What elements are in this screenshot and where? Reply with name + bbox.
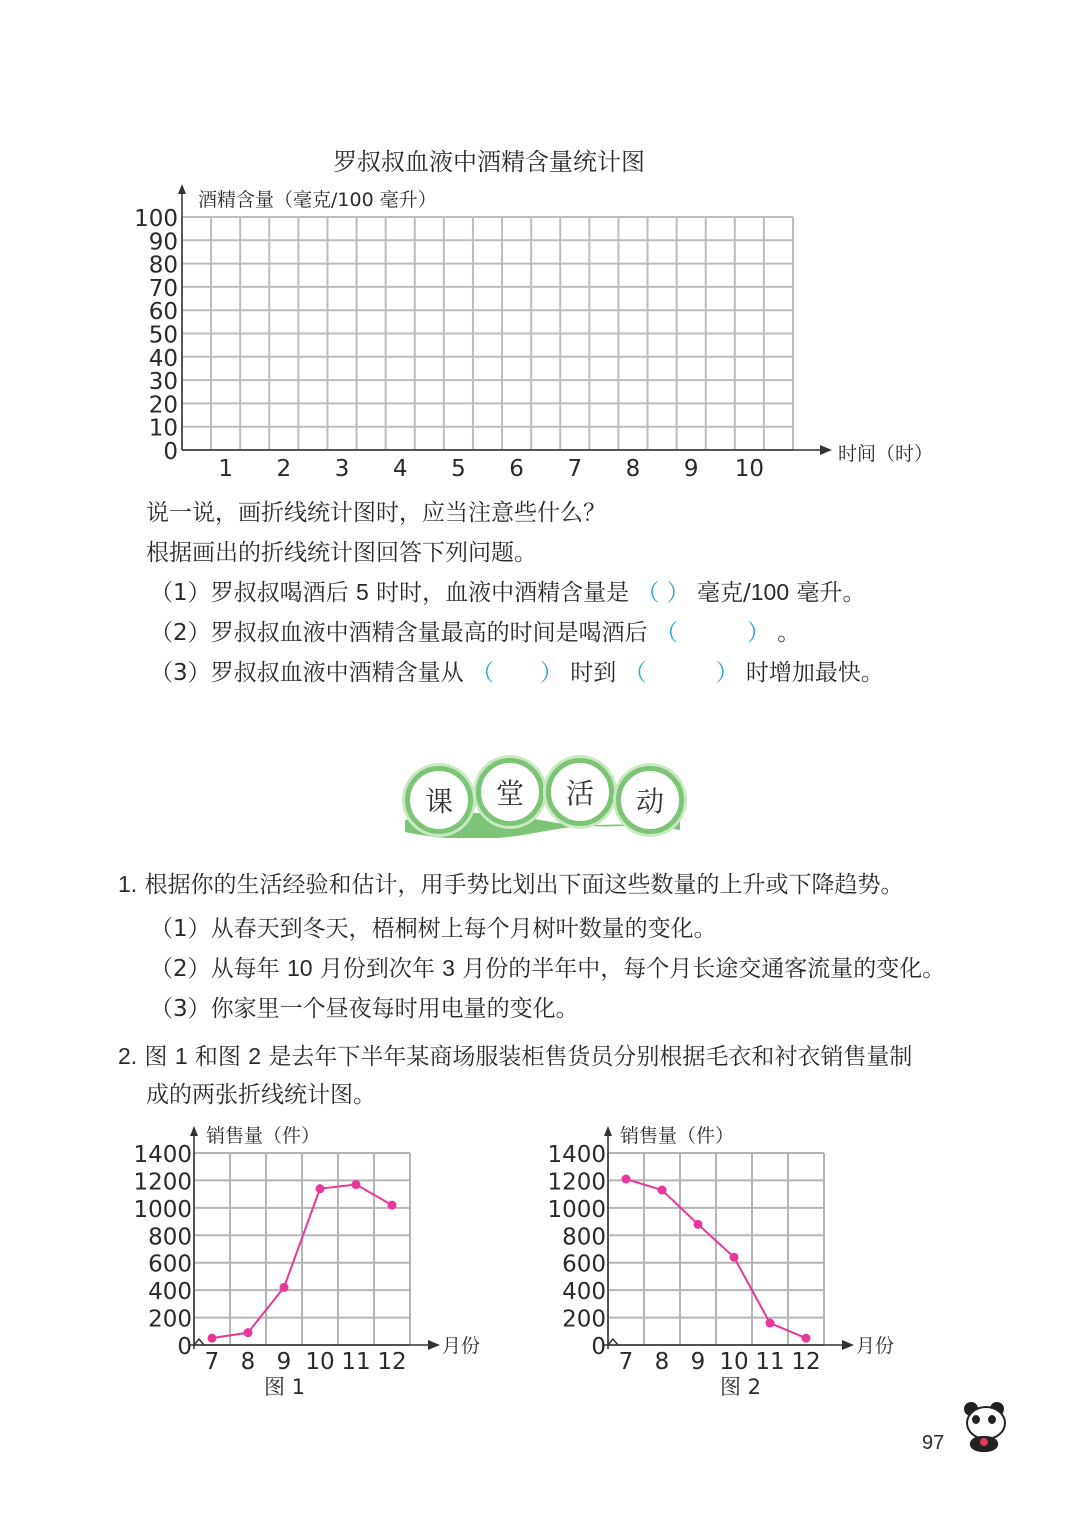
task-number: 2. (118, 1043, 138, 1069)
x-axis-arrow (820, 445, 832, 455)
data-point (658, 1186, 667, 1195)
x-tick-label: 7 (618, 1349, 634, 1375)
y-tick-label: 40 (148, 345, 178, 372)
q-text: 月份的半年中，每个月长途交通客流量的变化。 (462, 956, 946, 982)
task-number: 1. (118, 871, 138, 897)
banner-char-3: 活 (546, 758, 614, 826)
y-axis-label: 酒精含量（毫克/100 毫升） (198, 189, 437, 211)
q-number: （2） (150, 620, 211, 646)
banner-char-2: 堂 (476, 758, 544, 826)
data-point (352, 1180, 361, 1189)
instruction-text: 根据画出的折线统计图回答下列问题。 (146, 540, 537, 566)
x-tick-label: 8 (625, 456, 641, 482)
y-tick-label: 0 (177, 1334, 192, 1360)
x-tick-label: 12 (377, 1349, 407, 1375)
q-num: 3 (442, 955, 455, 981)
answer-blank[interactable]: （ ） (654, 620, 770, 646)
task-1-item-1 (150, 910, 717, 943)
y-tick-label: 90 (148, 229, 178, 256)
y-tick-label: 80 (148, 252, 178, 279)
x-tick-label: 4 (392, 456, 408, 482)
task-text: 和图 (194, 1044, 241, 1070)
x-tick-label: 5 (451, 456, 466, 482)
task-1 (118, 866, 904, 899)
activity-banner (400, 758, 685, 838)
x-tick-label: 7 (567, 456, 583, 482)
task-1-item-3 (150, 990, 579, 1023)
x-axis-label: 月份 (442, 1335, 481, 1357)
y-tick-label: 1000 (133, 1196, 192, 1223)
y-axis-arrow (190, 1126, 198, 1136)
q-text: 从每年 (210, 956, 280, 982)
x-tick-label: 11 (755, 1349, 785, 1375)
task-num: 1 (174, 1043, 188, 1069)
y-tick-label: 0 (591, 1334, 606, 1360)
y-tick-label: 100 (134, 206, 178, 232)
page-number: 97 (922, 1432, 945, 1454)
x-tick-label: 10 (719, 1349, 749, 1375)
q-number: （3） (150, 996, 211, 1022)
data-point (802, 1334, 811, 1343)
data-point (730, 1253, 739, 1262)
task-text: 图 (144, 1044, 168, 1070)
x-tick-label: 6 (509, 456, 524, 482)
y-axis-arrow (178, 184, 186, 194)
y-tick-label: 200 (148, 1306, 192, 1333)
x-axis-arrow (428, 1340, 440, 1350)
x-axis-label: 时间（时） (838, 443, 934, 465)
data-point (280, 1283, 289, 1292)
chart-caption: 图 2 (720, 1375, 762, 1399)
y-tick-label: 1400 (547, 1142, 606, 1168)
data-point (244, 1328, 253, 1337)
data-point (694, 1220, 703, 1229)
shirt-sales-chart (544, 1118, 924, 1408)
data-point (208, 1334, 217, 1343)
data-point (622, 1175, 631, 1184)
y-tick-label: 800 (148, 1224, 192, 1251)
q-text: 罗叔叔喝酒后 (210, 580, 349, 606)
y-tick-label: 400 (148, 1279, 192, 1306)
y-tick-label: 800 (562, 1224, 606, 1251)
y-tick-label: 0 (163, 439, 178, 465)
y-tick-label: 30 (148, 369, 178, 396)
y-tick-label: 600 (148, 1251, 192, 1278)
q-text: 毫克/ (697, 580, 751, 606)
data-point (316, 1184, 325, 1193)
q-text: 。 (777, 620, 801, 646)
y-tick-label: 600 (562, 1251, 606, 1278)
answer-blank[interactable]: （ ） (470, 660, 563, 686)
q-number: （2） (150, 956, 211, 982)
banner-char-1: 课 (405, 766, 473, 834)
question-1 (150, 574, 865, 607)
x-tick-label: 11 (341, 1349, 371, 1375)
sweater-sales-chart (130, 1118, 510, 1408)
q-number: （1） (150, 580, 211, 606)
q-number: （3） (150, 660, 211, 686)
y-axis-label: 销售量（件） (620, 1125, 735, 1147)
q-text: 你家里一个昼夜每时用电量的变化。 (210, 996, 579, 1022)
q-number: （1） (150, 916, 211, 942)
x-tick-label: 7 (204, 1349, 220, 1375)
x-tick-label: 10 (305, 1349, 335, 1375)
task-text: 根据你的生活经验和估计，用手势比划出下面这些数量的上升或下降趋势。 (144, 872, 904, 898)
y-tick-label: 1000 (547, 1196, 606, 1223)
y-axis-arrow (604, 1126, 612, 1136)
q-text: 时时，血液中酒精含量是 (376, 580, 630, 606)
q-num: 10 (286, 955, 313, 981)
x-tick-label: 3 (334, 456, 350, 482)
x-tick-label: 9 (683, 456, 699, 482)
question-2 (150, 614, 800, 647)
y-tick-label: 60 (148, 299, 178, 326)
y-tick-label: 1200 (547, 1169, 606, 1196)
banner-char-4: 动 (616, 766, 684, 834)
x-tick-label: 2 (276, 456, 292, 482)
task-num: 2 (248, 1043, 262, 1069)
y-tick-label: 1400 (133, 1142, 192, 1168)
q-num: 100 (750, 579, 790, 605)
x-tick-label: 9 (276, 1349, 292, 1375)
chart-title: 罗叔叔血液中酒精含量统计图 (333, 148, 645, 176)
task-1-item-2 (150, 950, 945, 983)
x-tick-label: 12 (791, 1349, 821, 1375)
task-text: 是去年下半年某商场服装柜售货员分别根据毛衣和衬衣销售量制 (268, 1044, 913, 1070)
q-text: 时到 (570, 660, 617, 686)
task-2 (118, 1038, 912, 1071)
q-text: 罗叔叔血液中酒精含量从 (210, 660, 464, 686)
x-tick-label: 8 (240, 1349, 256, 1375)
data-point (766, 1319, 775, 1328)
x-tick-label: 9 (690, 1349, 706, 1375)
data-point (388, 1201, 397, 1210)
y-tick-label: 70 (148, 275, 178, 302)
y-tick-label: 20 (148, 392, 178, 419)
chart-caption: 图 1 (264, 1375, 306, 1399)
q-text: 罗叔叔血液中酒精含量最高的时间是喝酒后 (210, 620, 648, 646)
q-text: 从春天到冬天，梧桐树上每个月树叶数量的变化。 (210, 916, 717, 942)
x-tick-label: 1 (218, 456, 233, 482)
q-num: 5 (355, 579, 369, 605)
y-axis-label: 销售量（件） (206, 1125, 321, 1147)
answer-blank[interactable]: （ ） (623, 660, 739, 686)
q-text: 时增加最快。 (745, 660, 884, 686)
alcohol-grid-chart (120, 180, 950, 490)
x-tick-label: 10 (734, 456, 764, 482)
q-text: 毫升。 (796, 580, 866, 606)
task-2-line-2: 成的两张折线统计图。 (146, 1082, 376, 1108)
y-tick-label: 1200 (133, 1169, 192, 1196)
question-3 (150, 654, 884, 687)
y-tick-label: 200 (562, 1306, 606, 1333)
x-tick-label: 8 (654, 1349, 670, 1375)
x-axis-label: 月份 (856, 1335, 895, 1357)
answer-blank[interactable]: （ ） (636, 580, 690, 606)
x-axis-arrow (842, 1340, 854, 1350)
panda-icon (962, 1402, 1006, 1454)
q-text: 月份到次年 (319, 956, 435, 982)
prompt-text: 说一说，画折线统计图时，应当注意些什么？ (146, 500, 606, 526)
y-tick-label: 50 (148, 322, 178, 349)
y-tick-label: 400 (562, 1279, 606, 1306)
y-tick-label: 10 (148, 415, 178, 442)
